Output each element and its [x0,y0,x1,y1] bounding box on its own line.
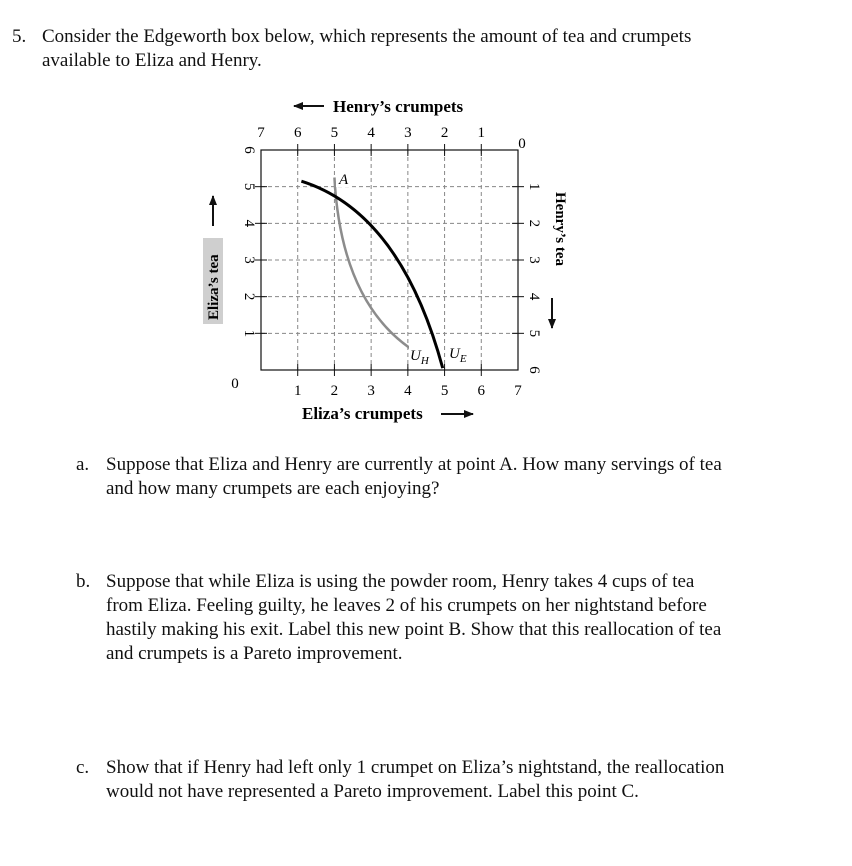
question-number: 5. [12,26,27,47]
part-b-line-1: Suppose that while Eliza is using the powder room, Henry takes 4 cups of tea [106,571,695,592]
top-tick-label-3: 3 [404,125,412,141]
eliza-tea-axis-title [203,196,223,324]
top-tick-label-7: 7 [257,125,265,141]
part-a-text [106,453,722,501]
part-b-label: b. [76,571,91,592]
question-text [42,25,691,73]
henry-crumpets-label: Henry’s crumpets [333,97,464,116]
top-tick-label-1: 1 [477,125,486,141]
part-b-line-2: from Eliza. Feeling guilty, he leaves 2 of his crumpets on her nightstand before [106,595,707,616]
part-c-label: c. [76,757,90,778]
eliza-tea-label: Eliza’s tea [206,254,222,320]
edgeworth-box-figure [196,92,586,432]
question-line-2: available to Eliza and Henry. [42,50,262,71]
top-tick-label-2: 2 [440,125,449,141]
part-b-line-3: hastily making his exit. Label this new point B. Show that this reallocation of tea [106,619,722,640]
question-line-1: Consider the Edgeworth box below, which represents the amount of tea and crumpets [42,26,692,47]
tick-labels [231,125,542,399]
henry-tea-label: Henry’s tea [552,192,568,267]
left-tick-label-6: 6 [241,146,257,154]
point-a-label: A [339,172,349,188]
left-tick-label-1: 1 [241,329,257,338]
henry-crumpets-axis-title [294,97,464,116]
eliza-crumpets-axis-title [302,404,473,423]
bottom-tick-label-4: 4 [404,383,412,399]
bottom-tick-label-0: 0 [231,376,239,392]
right-tick-label-1: 1 [526,182,542,191]
bottom-tick-label-6: 6 [477,383,486,399]
top-tick-label-6: 6 [293,125,302,141]
part-c-line-1: Show that if Henry had left only 1 crumpet on Eliza’s nightstand, the reallocation [106,757,725,778]
bottom-tick-label-7: 7 [514,383,522,399]
part-b-text [106,570,721,666]
left-tick-label-4: 4 [241,219,257,228]
bottom-tick-label-3: 3 [367,383,375,399]
part-c-line-2: would not have represented a Pareto improvement. Label this point C. [106,781,639,802]
eliza-crumpets-label: Eliza’s crumpets [302,404,423,423]
curve-e-label [447,342,471,365]
right-tick-label-6: 6 [526,366,542,374]
curve-h-sub: H [420,355,429,367]
top-tick-label-5: 5 [330,125,339,141]
part-a-line-1: Suppose that Eliza and Henry are currently at point A. How many servings of tea [106,454,722,475]
part-b-line-4: and crumpets is a Pareto improvement. [106,643,403,664]
grid-lines [261,150,518,370]
part-a-line-2: and how many crumpets are each enjoying? [106,478,440,499]
top-tick-label-0: 0 [518,136,526,152]
left-tick-label-3: 3 [241,256,257,264]
right-tick-label-2: 2 [526,219,542,228]
curve-h-label [409,344,431,367]
right-tick-label-5: 5 [526,329,542,338]
curve-h-letter: U [410,348,421,364]
bottom-tick-label-1: 1 [293,383,302,399]
part-c-text [106,756,724,804]
left-tick-label-5: 5 [241,182,257,191]
part-a-label: a. [76,454,90,475]
bottom-tick-label-2: 2 [330,383,339,399]
bottom-tick-label-5: 5 [440,383,449,399]
curve-e-letter: U [449,346,460,362]
eliza-indifference-curve [301,181,442,368]
point-a [336,170,352,188]
right-tick-label-4: 4 [526,292,542,301]
curve-e-sub: E [459,353,467,365]
left-tick-label-2: 2 [241,292,257,301]
right-tick-label-3: 3 [526,256,542,264]
top-tick-label-4: 4 [367,125,375,141]
henry-tea-axis-title [552,192,568,328]
